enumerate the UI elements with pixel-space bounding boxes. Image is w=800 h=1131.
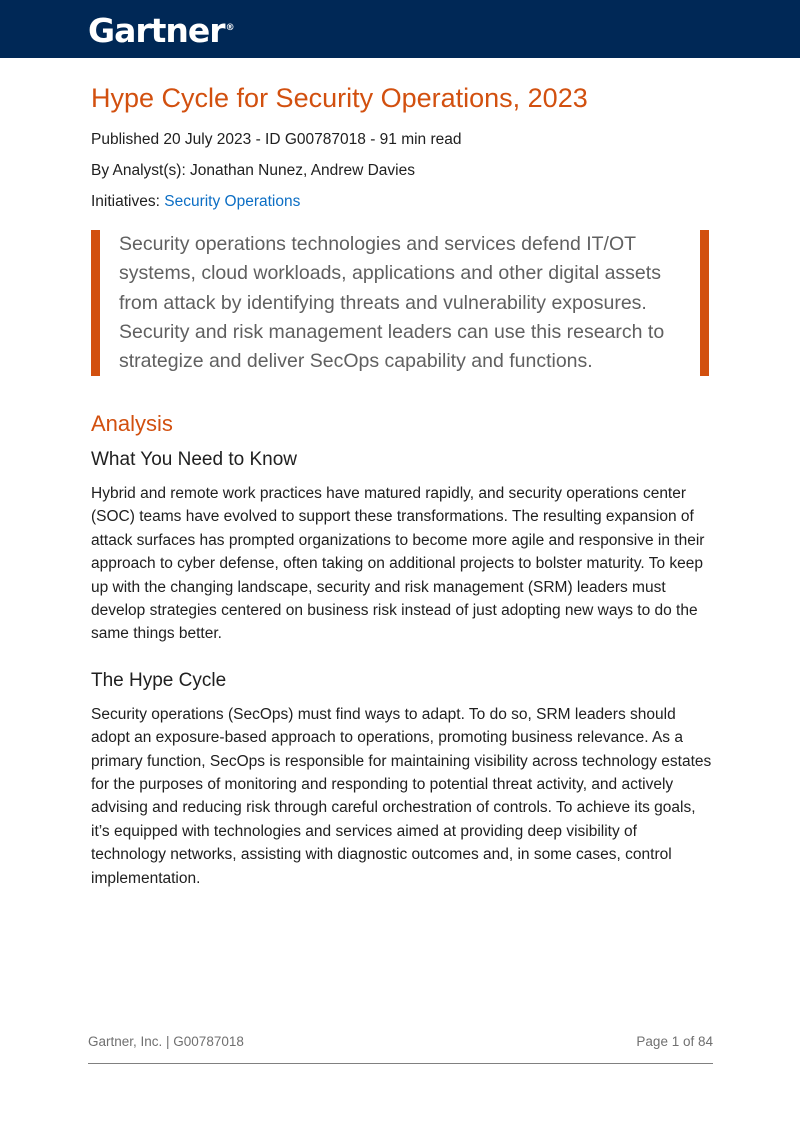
footer-document-id: Gartner, Inc. | G00787018 [88, 1034, 244, 1049]
analysts-line: By Analyst(s): Jonathan Nunez, Andrew Davies [91, 162, 415, 179]
hype-cycle-paragraph: Security operations (SecOps) must find ways to adapt. To do so, SRM leaders should adopt an exposure-based approach to operations, promoting business relevance. As a primary function, SecOps is responsible for maintaining visibility across technology estates for the purposes of monitoring and responding to potential threat activity, and actively advising and reducing risk through careful orchestration of controls. To achieve its goals, it’s equipped with technologies and services aimed at providing deep visibility of technology networks, assisting with diagnostic outcomes and, in some cases, control implementation. [91, 705, 712, 887]
published-line: Published 20 July 2023 - ID G00787018 - 91 min read [91, 131, 462, 148]
hype-cycle-heading: The Hype Cycle [91, 669, 227, 691]
registered-mark: ® [225, 23, 235, 33]
initiatives-label: Initiatives: [91, 193, 165, 210]
what-you-need-to-know-heading: What You Need to Know [91, 449, 297, 470]
document-content [91, 80, 716, 890]
summary-accent-bar-right [700, 230, 709, 376]
initiatives-line [91, 192, 716, 212]
footer-page-number: Page 1 of 84 [636, 1034, 713, 1049]
initiative-link-security-operations[interactable]: Security Operations [164, 193, 301, 210]
analysis-heading: Analysis [91, 411, 173, 436]
summary-callout [91, 230, 716, 378]
summary-accent-bar-left [91, 230, 100, 376]
summary-text: Security operations technologies and services defend IT/OT systems, cloud workloads, applications and other digital assets from attack by identifying threats and vulnerability exposures. Security and risk management leaders can use this research to strategize and deliver SecOps capability and functions. [119, 233, 665, 373]
gartner-logo [88, 8, 235, 51]
logo-text: Gartner [88, 11, 225, 50]
header-bar [0, 0, 800, 58]
footer-divider [88, 1063, 713, 1064]
document-title: Hype Cycle for Security Operations, 2023 [91, 83, 588, 113]
what-you-need-to-know-paragraph: Hybrid and remote work practices have matured rapidly, and security operations center (SOC) teams have evolved to support these transformations. The resulting expansion of attack surfaces has prompted organizations to become more agile and responsive in their approach to cyber defense, often taking on additional projects to bolster maturity. To keep up with the changing landscape, security and risk management (SRM) leaders must develop strategies centered on business risk instead of just adopting new ways to do the same things better. [91, 485, 705, 643]
